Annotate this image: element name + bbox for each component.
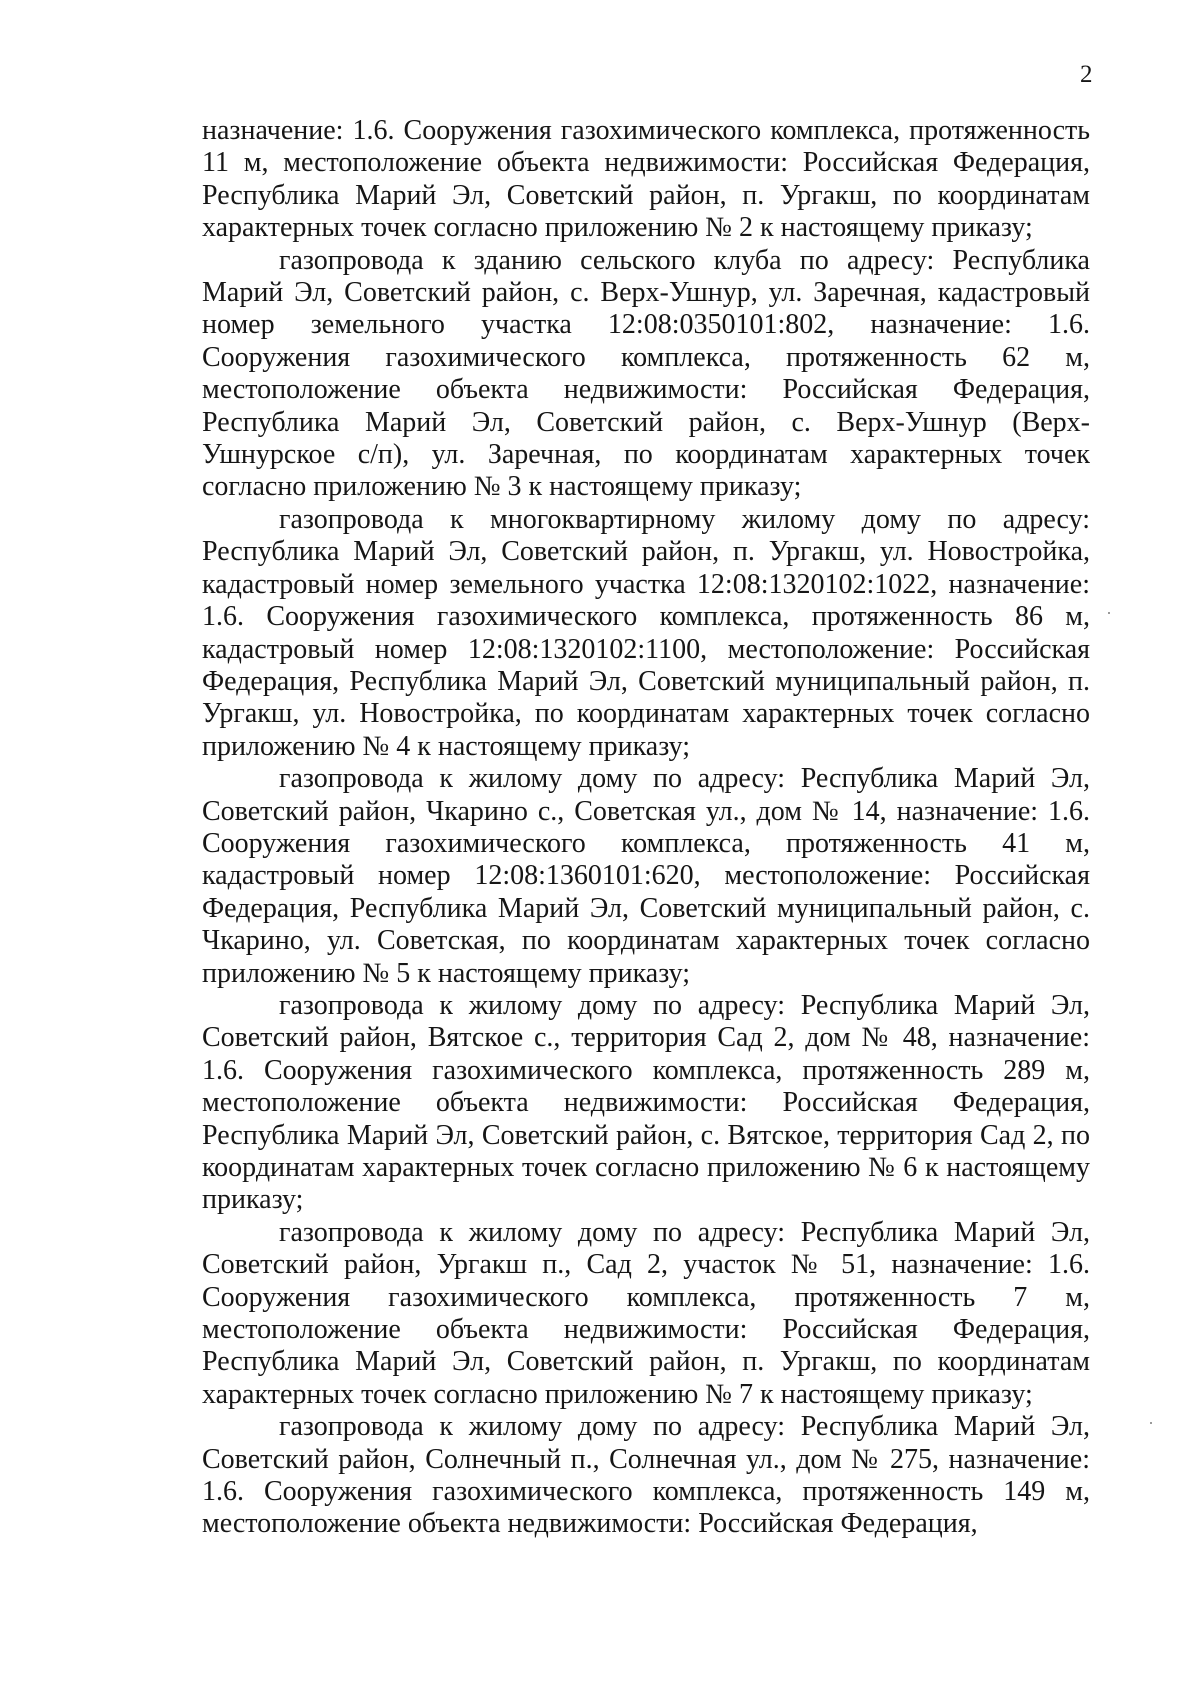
paragraph-gas-pipeline-house-urgaksh-sad: газопровода к жилому дому по адресу: Республика Марий Эл, Советский район, Ургакш п., Сад 2, участок № 51, назначение: 1.6. Сооружения газохимического комплекса, протяженность 7 м, местоположение объекта недвижимости: Российская Федерация, Республика Марий Эл, Советский район, п. Ургакш, по координатам характерных точек согласно приложению № 7 к настоящему приказу; bbox=[202, 1216, 1090, 1410]
paragraph-continuation: назначение: 1.6. Сооружения газохимического комплекса, протяженность 11 м, местоположение объекта недвижимости: Российская Федерация, Республика Марий Эл, Советский район, п. Ургакш, по координатам характерных точек согласно приложению № 2 к настоящему приказу; bbox=[202, 115, 1090, 244]
document-body bbox=[202, 115, 1090, 1541]
paragraph-gas-pipeline-apartment-urgaksh: газопровода к многоквартирному жилому дому по адресу: Республика Марий Эл, Советский район, п. Ургакш, ул. Новостройка, кадастровый номер земельного участка 12:08:1320102:1022, назначение: 1.6. Сооружения газохимического комплекса, протяженность 86 м, кадастровый номер 12:08:1320102:1100, местоположение: Российская Федерация, Республика Марий Эл, Советский муниципальный район, п. Ургакш, ул. Новостройка, по координатам характерных точек согласно приложению № 4 к настоящему приказу; bbox=[202, 503, 1090, 762]
page-number: 2 bbox=[1080, 61, 1093, 88]
paragraph-gas-pipeline-house-solnechny: газопровода к жилому дому по адресу: Республика Марий Эл, Советский район, Солнечный п., Солнечная ул., дом № 275, назначение: 1.6. Сооружения газохимического комплекса, протяженность 149 м, местоположение объекта недвижимости: Российская Федерация, bbox=[202, 1411, 1090, 1540]
scan-speck bbox=[1108, 612, 1110, 614]
scan-speck bbox=[1150, 1422, 1152, 1424]
paragraph-gas-pipeline-house-vyatskoe: газопровода к жилому дому по адресу: Республика Марий Эл, Советский район, Вятское с., территория Сад 2, дом № 48, назначение: 1.6. Сооружения газохимического комплекса, протяженность 289 м, местоположение объекта недвижимости: Российская Федерация, Республика Марий Эл, Советский район, с. Вятское, территория Сад 2, по координатам характерных точек согласно приложению № 6 к настоящему приказу; bbox=[202, 989, 1090, 1216]
paragraph-gas-pipeline-house-chkarino: газопровода к жилому дому по адресу: Республика Марий Эл, Советский район, Чкарино с., Советская ул., дом № 14, назначение: 1.6. Сооружения газохимического комплекса, протяженность 41 м, кадастровый номер 12:08:1360101:620, местоположение: Российская Федерация, Республика Марий Эл, Советский муниципальный район, с. Чкарино, ул. Советская, по координатам характерных точек согласно приложению № 5 к настоящему приказу; bbox=[202, 763, 1090, 989]
paragraph-gas-pipeline-club-verkh-ushnur: газопровода к зданию сельского клуба по адресу: Республика Марий Эл, Советский район, с. Верх-Ушнур, ул. Заречная, кадастровый номер земельного участка 12:08:0350101:802, назначение: 1.6. Сооружения газохимического комплекса, протяженность 62 м, местоположение объекта недвижимости: Российская Федерация, Республика Марий Эл, Советский район, с. Верх-Ушнур (Верх-Ушнурское с/п), ул. Заречная, по координатам характерных точек согласно приложению № 3 к настоящему приказу; bbox=[202, 244, 1090, 503]
